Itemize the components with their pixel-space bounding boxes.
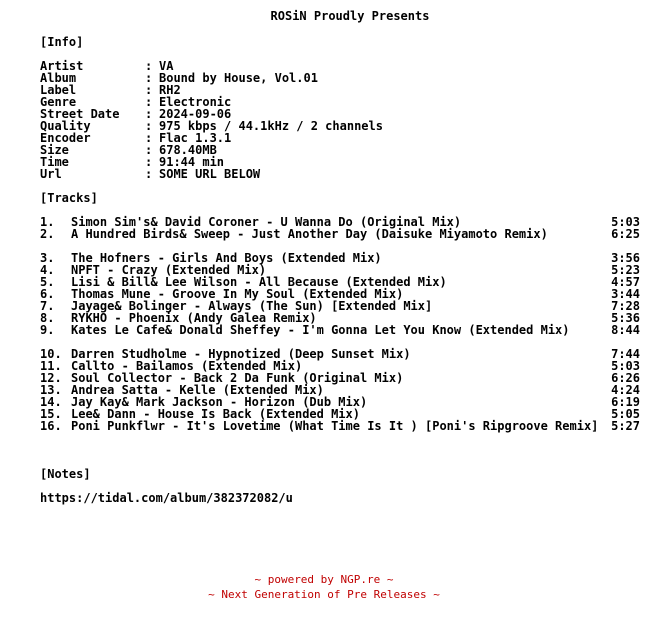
track-duration: 3:44 bbox=[611, 287, 640, 301]
info-value: 2024-09-06 bbox=[159, 107, 232, 121]
track-number: 14. bbox=[40, 395, 62, 409]
info-value: Flac 1.3.1 bbox=[159, 131, 232, 145]
info-separator: : bbox=[145, 119, 153, 133]
footer-powered-by: ~ powered by NGP.re ~ bbox=[254, 573, 394, 586]
info-key: Artist bbox=[40, 59, 84, 73]
track-title: Kates Le Cafe& Donald Sheffey - I'm Gonna Let You Know (Extended Mix) bbox=[71, 323, 570, 337]
info-key: Label bbox=[40, 83, 77, 97]
track-title: Jayage& Bolinger - Always (The Sun) [Extended Mix] bbox=[71, 299, 433, 313]
track-title: Lee& Dann - House Is Back (Extended Mix) bbox=[71, 407, 360, 421]
release-title: ROSiN Proudly Presents bbox=[270, 9, 430, 23]
info-key: Genre bbox=[40, 95, 77, 109]
info-value: Bound by House, Vol.01 bbox=[159, 71, 318, 85]
track-title: Jay Kay& Mark Jackson - Horizon (Dub Mix) bbox=[71, 395, 368, 409]
track-number: 15. bbox=[40, 407, 62, 421]
track-duration: 8:44 bbox=[611, 323, 640, 337]
track-title: Callto - Bailamos (Extended Mix) bbox=[71, 359, 303, 373]
info-key: Encoder bbox=[40, 131, 91, 145]
info-key: Album bbox=[40, 71, 77, 85]
track-title: Darren Studholme - Hypnotized (Deep Sunset Mix) bbox=[71, 347, 411, 361]
track-duration: 5:05 bbox=[611, 407, 640, 421]
track-duration: 6:26 bbox=[611, 371, 640, 385]
info-separator: : bbox=[145, 107, 153, 121]
info-separator: : bbox=[145, 95, 153, 109]
track-title: Simon Sim's& David Coroner - U Wanna Do (Original Mix) bbox=[71, 215, 462, 229]
info-separator: : bbox=[145, 155, 153, 169]
track-duration: 4:57 bbox=[611, 275, 640, 289]
track-number: 7. bbox=[40, 299, 55, 313]
track-number: 8. bbox=[40, 311, 55, 325]
track-number: 2. bbox=[40, 227, 55, 241]
info-row bbox=[40, 168, 260, 180]
info-value: RH2 bbox=[159, 83, 181, 97]
info-value: SOME URL BELOW bbox=[159, 167, 261, 181]
info-key: Url bbox=[40, 167, 62, 181]
info-value: Electronic bbox=[159, 95, 232, 109]
track-duration: 5:27 bbox=[611, 419, 640, 433]
track-duration: 5:03 bbox=[611, 215, 640, 229]
track-duration: 7:28 bbox=[611, 299, 640, 313]
track-number: 11. bbox=[40, 359, 62, 373]
track-duration: 6:19 bbox=[611, 395, 640, 409]
info-key: Time bbox=[40, 155, 69, 169]
track-title: Andrea Satta - Kelle (Extended Mix) bbox=[71, 383, 324, 397]
track-number: 1. bbox=[40, 215, 55, 229]
track-number: 3. bbox=[40, 251, 55, 265]
track-title: Lisi & Bill& Lee Wilson - All Because (Extended Mix) bbox=[71, 275, 447, 289]
track-duration: 5:36 bbox=[611, 311, 640, 325]
track-number: 12. bbox=[40, 371, 62, 385]
track-number: 5. bbox=[40, 275, 55, 289]
footer-tagline: ~ Next Generation of Pre Releases ~ bbox=[208, 588, 440, 601]
track-title: Thomas Mune - Groove In My Soul (Extended Mix) bbox=[71, 287, 404, 301]
track-number: 13. bbox=[40, 383, 62, 397]
track-duration: 7:44 bbox=[611, 347, 640, 361]
info-separator: : bbox=[145, 131, 153, 145]
info-heading: [Info] bbox=[40, 35, 84, 49]
track-title: NPFT - Crazy (Extended Mix) bbox=[71, 263, 267, 277]
info-value: VA bbox=[159, 59, 174, 73]
track-title: RYKHO - Phoenix (Andy Galea Remix) bbox=[71, 311, 317, 325]
notes-heading: [Notes] bbox=[40, 467, 91, 481]
footer bbox=[0, 572, 648, 602]
track-duration: 6:25 bbox=[611, 227, 640, 241]
info-separator: : bbox=[145, 167, 153, 181]
info-key: Size bbox=[40, 143, 69, 157]
notes-url: https://tidal.com/album/382372082/u bbox=[40, 491, 293, 505]
track-number: 4. bbox=[40, 263, 55, 277]
tracks-heading: [Tracks] bbox=[40, 191, 98, 205]
info-key: Quality bbox=[40, 119, 91, 133]
track-number: 10. bbox=[40, 347, 62, 361]
track-title: A Hundred Birds& Sweep - Just Another Day (Daisuke Miyamoto Remix) bbox=[71, 227, 548, 241]
info-separator: : bbox=[145, 143, 153, 157]
info-separator: : bbox=[145, 59, 153, 73]
track-duration: 4:24 bbox=[611, 383, 640, 397]
info-separator: : bbox=[145, 71, 153, 85]
track-number: 9. bbox=[40, 323, 55, 337]
track-number: 16. bbox=[40, 419, 62, 433]
info-value: 678.40MB bbox=[159, 143, 217, 157]
info-key: Street Date bbox=[40, 107, 120, 121]
track-title: The Hofners - Girls And Boys (Extended Mix) bbox=[71, 251, 382, 265]
track-duration: 5:23 bbox=[611, 263, 640, 277]
track-duration: 3:56 bbox=[611, 251, 640, 265]
track-title: Poni Punkflwr - It's Lovetime (What Time Is It ) [Poni's Ripgroove Remix] bbox=[71, 419, 599, 433]
track-title: Soul Collector - Back 2 Da Funk (Original Mix) bbox=[71, 371, 404, 385]
track-number: 6. bbox=[40, 287, 55, 301]
track-duration: 5:03 bbox=[611, 359, 640, 373]
info-value: 91:44 min bbox=[159, 155, 225, 169]
info-separator: : bbox=[145, 83, 153, 97]
info-value: 975 kbps / 44.1kHz / 2 channels bbox=[159, 119, 383, 133]
